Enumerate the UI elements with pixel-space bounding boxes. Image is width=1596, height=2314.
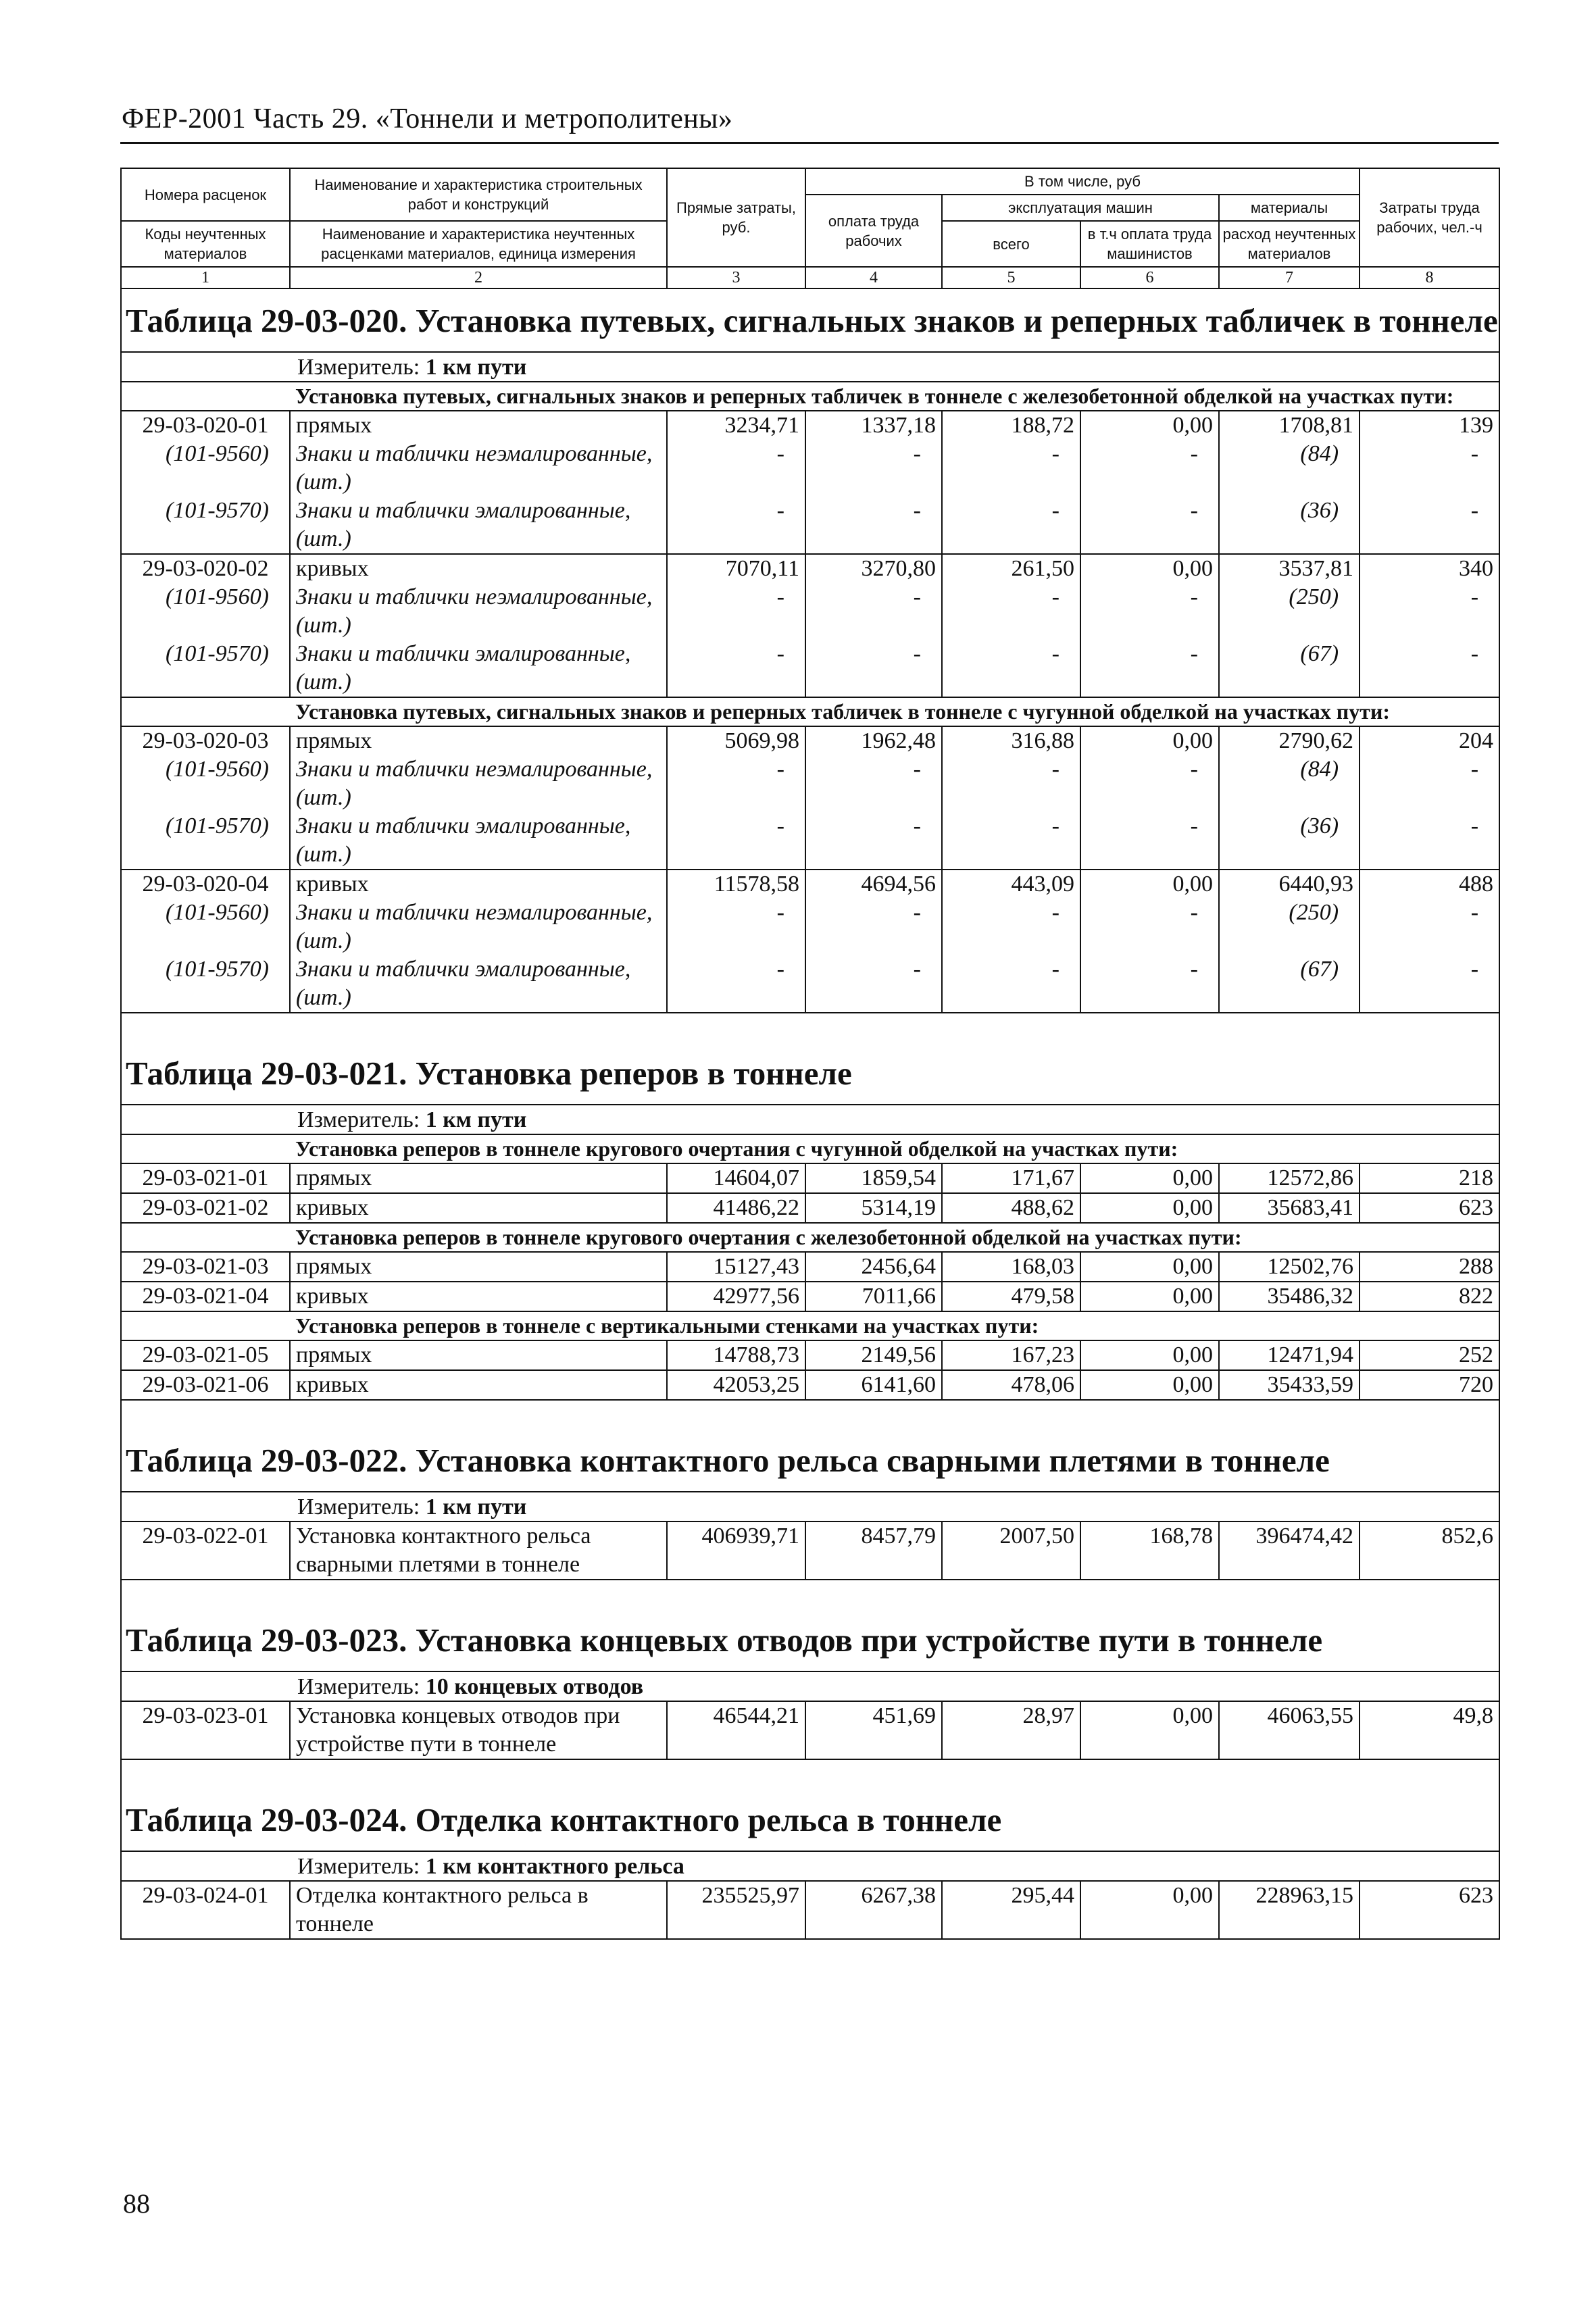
labor-pay: 6267,38	[805, 1881, 942, 1939]
rate-name: прямых	[290, 1340, 667, 1370]
rate-code: 29-03-020-01	[121, 411, 290, 440]
col-number: 4	[805, 267, 942, 288]
material-name: Знаки и таблички неэмалированные, (шт.)	[290, 899, 667, 955]
labor-pay: 1337,18	[805, 411, 942, 440]
rate-name: кривых	[290, 1282, 667, 1311]
table-row	[121, 726, 1499, 755]
meter-label: Измеритель:	[297, 1494, 420, 1519]
material-consumption: (250)	[1219, 899, 1360, 955]
materials: 35683,41	[1219, 1193, 1360, 1223]
rate-code: 29-03-020-03	[121, 726, 290, 755]
table-row	[121, 870, 1499, 899]
section-row	[121, 1223, 1499, 1252]
meter	[121, 1105, 1499, 1134]
page-number: 88	[123, 2188, 150, 2219]
pricing-table	[120, 168, 1500, 1940]
direct-costs: 235525,97	[667, 1881, 805, 1939]
material-row	[121, 899, 1499, 955]
labor-hours: -	[1360, 497, 1499, 554]
direct-costs: -	[667, 440, 805, 497]
table-title-row	[121, 288, 1499, 352]
direct-costs: -	[667, 640, 805, 697]
operator-pay: -	[1080, 497, 1219, 554]
labor-hours: 288	[1360, 1252, 1499, 1282]
machines-total: -	[942, 755, 1080, 812]
operator-pay: -	[1080, 955, 1219, 1013]
machines-total: -	[942, 640, 1080, 697]
header-row-top	[121, 168, 1499, 195]
material-consumption: (250)	[1219, 583, 1360, 640]
labor-hours: 340	[1360, 554, 1499, 583]
direct-costs: 42977,56	[667, 1282, 805, 1311]
rate-code: 29-03-021-02	[121, 1193, 290, 1223]
direct-costs: 41486,22	[667, 1193, 805, 1223]
labor-hours: 252	[1360, 1340, 1499, 1370]
operator-pay: -	[1080, 583, 1219, 640]
material-code: (101-9560)	[121, 440, 290, 497]
col-material-consumption-header: расход неучтенных материалов	[1219, 221, 1360, 267]
col-labor-hours-header: Затраты труда рабочих, чел.-ч	[1360, 168, 1499, 267]
labor-hours: -	[1360, 899, 1499, 955]
operator-pay: 168,78	[1080, 1521, 1219, 1580]
operator-pay: 0,00	[1080, 1370, 1219, 1400]
direct-costs: -	[667, 955, 805, 1013]
labor-pay: 1962,48	[805, 726, 942, 755]
material-row	[121, 497, 1499, 554]
materials: 12502,76	[1219, 1252, 1360, 1282]
table-title-row	[121, 1042, 1499, 1105]
meter-value: 1 км пути	[425, 355, 527, 380]
labor-pay: -	[805, 812, 942, 870]
labor-pay: 3270,80	[805, 554, 942, 583]
col-operator-pay-header: в т.ч оплата труда машинистов	[1080, 221, 1219, 267]
meter	[121, 1851, 1499, 1881]
table-title: Таблица 29-03-022. Установка контактного рельса сварными плетями в тоннеле	[121, 1429, 1499, 1492]
table-title-row	[121, 1429, 1499, 1492]
materials: 1708,81	[1219, 411, 1360, 440]
direct-costs: 7070,11	[667, 554, 805, 583]
machines-total: 167,23	[942, 1340, 1080, 1370]
machines-total: 295,44	[942, 1881, 1080, 1939]
table-title-row	[121, 1788, 1499, 1851]
labor-hours: 623	[1360, 1881, 1499, 1939]
meter-value: 1 км пути	[425, 1494, 527, 1519]
material-code: (101-9570)	[121, 497, 290, 554]
labor-pay: -	[805, 899, 942, 955]
machines-total: 2007,50	[942, 1521, 1080, 1580]
labor-pay: -	[805, 640, 942, 697]
machines-total: 168,03	[942, 1252, 1080, 1282]
material-consumption: (67)	[1219, 640, 1360, 697]
table-row	[121, 1370, 1499, 1400]
labor-hours: 139	[1360, 411, 1499, 440]
direct-costs: -	[667, 899, 805, 955]
meter-value: 10 концевых отводов	[425, 1674, 644, 1699]
labor-hours: 218	[1360, 1163, 1499, 1193]
operator-pay: 0,00	[1080, 411, 1219, 440]
table-row	[121, 1193, 1499, 1223]
section-spacer	[121, 1223, 290, 1252]
rate-name: прямых	[290, 726, 667, 755]
machines-total: 478,06	[942, 1370, 1080, 1400]
labor-pay: -	[805, 497, 942, 554]
section-title: Установка путевых, сигнальных знаков и реперных табличек в тоннеле с железобетонной обделкой на участках пути:	[290, 382, 1499, 411]
col-direct-costs-header: Прямые затраты, руб.	[667, 168, 805, 267]
labor-hours: 49,8	[1360, 1701, 1499, 1759]
material-consumption: (84)	[1219, 755, 1360, 812]
table-row	[121, 1340, 1499, 1370]
material-code: (101-9570)	[121, 955, 290, 1013]
material-code: (101-9560)	[121, 583, 290, 640]
rate-name: Установка контактного рельса сварными плетями в тоннеле	[290, 1521, 667, 1580]
operator-pay: 0,00	[1080, 554, 1219, 583]
materials: 12572,86	[1219, 1163, 1360, 1193]
col-material-name-header: Наименование и характеристика неучтенных расценками материалов, единица измерения	[290, 221, 667, 267]
labor-hours: -	[1360, 640, 1499, 697]
col-number: 7	[1219, 267, 1360, 288]
machines-total: -	[942, 583, 1080, 640]
column-numbers-row	[121, 267, 1499, 288]
rate-name: прямых	[290, 411, 667, 440]
meter-row	[121, 1492, 1499, 1521]
table-row	[121, 1163, 1499, 1193]
materials: 6440,93	[1219, 870, 1360, 899]
direct-costs: 15127,43	[667, 1252, 805, 1282]
col-material-codes-header: Коды неучтенных материалов	[121, 221, 290, 267]
rate-name: Отделка контактного рельса в тоннеле	[290, 1881, 667, 1939]
direct-costs: 406939,71	[667, 1521, 805, 1580]
section-title: Установка путевых, сигнальных знаков и реперных табличек в тоннеле с чугунной обделкой на участках пути:	[290, 697, 1499, 726]
labor-pay: 6141,60	[805, 1370, 942, 1400]
gap-row	[121, 1759, 1499, 1788]
material-name: Знаки и таблички эмалированные, (шт.)	[290, 497, 667, 554]
material-consumption: (84)	[1219, 440, 1360, 497]
machines-total: 488,62	[942, 1193, 1080, 1223]
machines-total: -	[942, 812, 1080, 870]
gap-row	[121, 1400, 1499, 1429]
operator-pay: 0,00	[1080, 726, 1219, 755]
materials: 35433,59	[1219, 1370, 1360, 1400]
materials: 2790,62	[1219, 726, 1360, 755]
materials: 3537,81	[1219, 554, 1360, 583]
labor-hours: -	[1360, 955, 1499, 1013]
labor-pay: 8457,79	[805, 1521, 942, 1580]
col-rate-number-header: Номера расценок	[121, 168, 290, 221]
material-code: (101-9560)	[121, 755, 290, 812]
col-including-header: В том числе, руб	[805, 168, 1360, 195]
machines-total: -	[942, 955, 1080, 1013]
labor-hours: 488	[1360, 870, 1499, 899]
direct-costs: -	[667, 583, 805, 640]
rate-name: кривых	[290, 870, 667, 899]
rate-name: кривых	[290, 1370, 667, 1400]
direct-costs: 3234,71	[667, 411, 805, 440]
material-row	[121, 812, 1499, 870]
rate-code: 29-03-023-01	[121, 1701, 290, 1759]
section-row	[121, 697, 1499, 726]
material-name: Знаки и таблички неэмалированные, (шт.)	[290, 755, 667, 812]
section-row	[121, 382, 1499, 411]
operator-pay: 0,00	[1080, 870, 1219, 899]
rate-code: 29-03-021-01	[121, 1163, 290, 1193]
col-work-name-header: Наименование и характеристика строительных работ и конструкций	[290, 168, 667, 221]
header-rule	[120, 142, 1499, 144]
gap	[121, 1013, 1499, 1042]
material-row	[121, 955, 1499, 1013]
labor-hours: -	[1360, 755, 1499, 812]
material-code: (101-9560)	[121, 899, 290, 955]
gap	[121, 1400, 1499, 1429]
col-materials-header: материалы	[1219, 195, 1360, 221]
material-name: Знаки и таблички неэмалированные, (шт.)	[290, 583, 667, 640]
machines-total: 261,50	[942, 554, 1080, 583]
labor-hours: 852,6	[1360, 1521, 1499, 1580]
meter-value: 1 км пути	[425, 1107, 527, 1132]
labor-pay: 2456,64	[805, 1252, 942, 1282]
operator-pay: 0,00	[1080, 1193, 1219, 1223]
labor-pay: 5314,19	[805, 1193, 942, 1223]
direct-costs: -	[667, 755, 805, 812]
material-name: Знаки и таблички эмалированные, (шт.)	[290, 955, 667, 1013]
labor-pay: 2149,56	[805, 1340, 942, 1370]
col-number: 3	[667, 267, 805, 288]
operator-pay: -	[1080, 755, 1219, 812]
meter-row	[121, 1851, 1499, 1881]
operator-pay: 0,00	[1080, 1881, 1219, 1939]
col-number: 8	[1360, 267, 1499, 288]
meter-value: 1 км контактного рельса	[425, 1854, 684, 1879]
rate-name: Установка концевых отводов при устройстве пути в тоннеле	[290, 1701, 667, 1759]
material-name: Знаки и таблички эмалированные, (шт.)	[290, 640, 667, 697]
meter	[121, 352, 1499, 382]
material-consumption: (36)	[1219, 812, 1360, 870]
operator-pay: -	[1080, 440, 1219, 497]
col-machines-header: эксплуатация машин	[942, 195, 1219, 221]
direct-costs: -	[667, 497, 805, 554]
rate-code: 29-03-021-04	[121, 1282, 290, 1311]
operator-pay: 0,00	[1080, 1163, 1219, 1193]
labor-pay: -	[805, 755, 942, 812]
gap-row	[121, 1013, 1499, 1042]
labor-hours: 822	[1360, 1282, 1499, 1311]
document-header-title: ФЕР-2001 Часть 29. «Тоннели и метрополитены»	[122, 103, 733, 134]
meter	[121, 1671, 1499, 1701]
operator-pay: 0,00	[1080, 1252, 1219, 1282]
rate-code: 29-03-021-03	[121, 1252, 290, 1282]
direct-costs: -	[667, 812, 805, 870]
labor-hours: 623	[1360, 1193, 1499, 1223]
rate-code: 29-03-021-05	[121, 1340, 290, 1370]
labor-hours: 204	[1360, 726, 1499, 755]
operator-pay: -	[1080, 899, 1219, 955]
meter-label: Измеритель:	[297, 1107, 420, 1132]
section-title: Установка реперов в тоннеле кругового очертания с железобетонной обделкой на участках пути:	[290, 1223, 1499, 1252]
direct-costs: 14604,07	[667, 1163, 805, 1193]
section-row	[121, 1134, 1499, 1163]
section-spacer	[121, 1134, 290, 1163]
col-number: 1	[121, 267, 290, 288]
table-row	[121, 1881, 1499, 1939]
material-row	[121, 583, 1499, 640]
section-spacer	[121, 1311, 290, 1340]
machines-total: 171,67	[942, 1163, 1080, 1193]
section-title: Установка реперов в тоннеле с вертикальными стенками на участках пути:	[290, 1311, 1499, 1340]
labor-hours: -	[1360, 812, 1499, 870]
section-row	[121, 1311, 1499, 1340]
meter-label: Измеритель:	[297, 355, 420, 380]
rate-name: прямых	[290, 1163, 667, 1193]
rate-code: 29-03-020-04	[121, 870, 290, 899]
machines-total: -	[942, 899, 1080, 955]
rate-name: кривых	[290, 1193, 667, 1223]
meter-row	[121, 352, 1499, 382]
meter-row	[121, 1105, 1499, 1134]
material-row	[121, 640, 1499, 697]
gap	[121, 1580, 1499, 1609]
labor-hours: 720	[1360, 1370, 1499, 1400]
material-code: (101-9570)	[121, 640, 290, 697]
materials: 46063,55	[1219, 1701, 1360, 1759]
operator-pay: 0,00	[1080, 1340, 1219, 1370]
gap-row	[121, 1580, 1499, 1609]
meter-label: Измеритель:	[297, 1674, 420, 1699]
col-labor-pay-header: оплата труда рабочих	[805, 195, 942, 267]
labor-pay: -	[805, 583, 942, 640]
materials: 228963,15	[1219, 1881, 1360, 1939]
rate-code: 29-03-021-06	[121, 1370, 290, 1400]
operator-pay: 0,00	[1080, 1282, 1219, 1311]
machines-total: 443,09	[942, 870, 1080, 899]
col-number: 6	[1080, 267, 1219, 288]
table-title: Таблица 29-03-023. Установка концевых отводов при устройстве пути в тоннеле	[121, 1609, 1499, 1671]
direct-costs: 14788,73	[667, 1340, 805, 1370]
machines-total: 479,58	[942, 1282, 1080, 1311]
pricing-document	[120, 168, 1499, 1940]
rate-code: 29-03-024-01	[121, 1881, 290, 1939]
table-row	[121, 1701, 1499, 1759]
meter-row	[121, 1671, 1499, 1701]
table-title: Таблица 29-03-024. Отделка контактного рельса в тоннеле	[121, 1788, 1499, 1851]
operator-pay: -	[1080, 812, 1219, 870]
table-row	[121, 1521, 1499, 1580]
material-name: Знаки и таблички эмалированные, (шт.)	[290, 812, 667, 870]
labor-pay: 7011,66	[805, 1282, 942, 1311]
table-title-row	[121, 1609, 1499, 1671]
section-spacer	[121, 382, 290, 411]
materials: 35486,32	[1219, 1282, 1360, 1311]
direct-costs: 11578,58	[667, 870, 805, 899]
machines-total: -	[942, 497, 1080, 554]
col-number: 5	[942, 267, 1080, 288]
table-row	[121, 411, 1499, 440]
materials: 396474,42	[1219, 1521, 1360, 1580]
table-row	[121, 1282, 1499, 1311]
material-name: Знаки и таблички неэмалированные, (шт.)	[290, 440, 667, 497]
rate-code: 29-03-022-01	[121, 1521, 290, 1580]
machines-total: 316,88	[942, 726, 1080, 755]
col-number: 2	[290, 267, 667, 288]
table-row	[121, 1252, 1499, 1282]
table-row	[121, 554, 1499, 583]
labor-pay: -	[805, 955, 942, 1013]
labor-pay: -	[805, 440, 942, 497]
direct-costs: 5069,98	[667, 726, 805, 755]
operator-pay: -	[1080, 640, 1219, 697]
labor-pay: 451,69	[805, 1701, 942, 1759]
labor-hours: -	[1360, 440, 1499, 497]
col-machines-total-header: всего	[942, 221, 1080, 267]
meter	[121, 1492, 1499, 1521]
labor-pay: 4694,56	[805, 870, 942, 899]
operator-pay: 0,00	[1080, 1701, 1219, 1759]
direct-costs: 46544,21	[667, 1701, 805, 1759]
gap	[121, 1759, 1499, 1788]
labor-hours: -	[1360, 583, 1499, 640]
material-row	[121, 755, 1499, 812]
material-consumption: (36)	[1219, 497, 1360, 554]
materials: 12471,94	[1219, 1340, 1360, 1370]
rate-code: 29-03-020-02	[121, 554, 290, 583]
material-consumption: (67)	[1219, 955, 1360, 1013]
material-code: (101-9570)	[121, 812, 290, 870]
table-title: Таблица 29-03-020. Установка путевых, сигнальных знаков и реперных табличек в тоннеле	[121, 288, 1499, 352]
direct-costs: 42053,25	[667, 1370, 805, 1400]
table-title: Таблица 29-03-021. Установка реперов в тоннеле	[121, 1042, 1499, 1105]
machines-total: 28,97	[942, 1701, 1080, 1759]
material-row	[121, 440, 1499, 497]
rate-name: прямых	[290, 1252, 667, 1282]
section-title: Установка реперов в тоннеле кругового очертания с чугунной обделкой на участках пути:	[290, 1134, 1499, 1163]
meter-label: Измеритель:	[297, 1854, 420, 1879]
section-spacer	[121, 697, 290, 726]
machines-total: -	[942, 440, 1080, 497]
labor-pay: 1859,54	[805, 1163, 942, 1193]
machines-total: 188,72	[942, 411, 1080, 440]
rate-name: кривых	[290, 554, 667, 583]
